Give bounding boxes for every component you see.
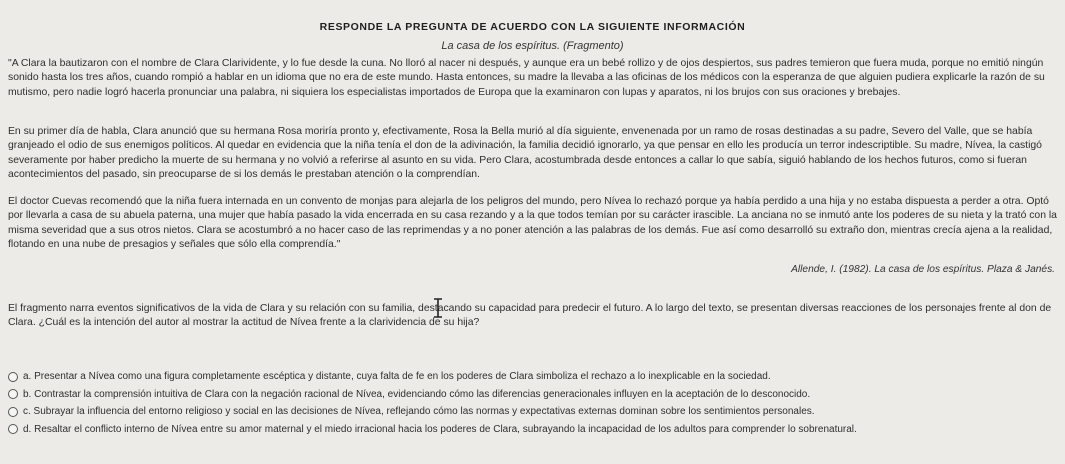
option-a-text: a. Presentar a Nívea como una figura completamente escéptica y distante, cuya falta de fe en los poderes de Clara simboliza el rechazo a lo inexplicable en la sociedad. bbox=[23, 371, 771, 383]
passage-paragraph-1: "A Clara la bautizaron con el nombre de Clara Clarividente, y lo fue desde la cuna. No lloró al nacer ni después, y aunque era un bebé rollizo y de ojos despiertos, sus padres temieron que fuera muda, porque no emitió ningún sonido hasta los tres años, cuando rompió a hablar en un idioma que no era de este mundo. Hasta entonces, su madre la llevaba a las oficinas de los médicos con la esperanza de que alguien pudiera explicarle la razón de su mutismo, pero nadie logró hacerla pronunciar una palabra, ni siquiera los especialistas importados de Europa que la examinaron con lupas y aparatos, ni los brujos con sus oraciones y brebajes. bbox=[8, 58, 1045, 98]
passage-title: La casa de los espíritus. (Fragmento) bbox=[441, 40, 624, 52]
passage-paragraph-2: En su primer día de habla, Clara anunció que su hermana Rosa moriría pronto y, efectivamente, Rosa la Bella murió al día siguiente, envenenada por un ramo de rosas destinadas a su padre, Severo del Valle, que se había granjeado el odio de sus enemigos políticos. Al quedar en evidencia que la niña tenía el don de la adivinación, la familia decidió ignorarlo, ya que pensar en ello les producía un terror indescriptible. Su madre, Nívea, la castigó severamente por haber predicho la muerte de su hermana y no volvió a referirse al asunto en su vida. Pero Clara, acostumbrada desde entonces a callar lo que sabía, siguió hablando de los hechos futuros, como si fueran acontecimientos del pasado, sin preocuparse de si los demás le prestaban atención o la comprendían. bbox=[8, 126, 1042, 180]
option-c[interactable] bbox=[8, 403, 1058, 421]
option-d[interactable] bbox=[8, 421, 1058, 439]
option-c-text: c. Subrayar la influencia del entorno religioso y social en las decisiones de Nívea, reflejando cómo las normas y expectativas externas dominan sobre los sentimientos personales. bbox=[23, 406, 815, 418]
option-b-text: b. Contrastar la comprensión intuitiva de Clara con la negación racional de Nívea, evidenciando cómo las diferencias generacionales influyen en la aceptación de lo desconocido. bbox=[23, 388, 811, 400]
option-a[interactable] bbox=[8, 368, 1058, 386]
page-heading: RESPONDE LA PREGUNTA DE ACUERDO CON LA SIGUIENTE INFORMACIÓN bbox=[319, 21, 746, 33]
citation: Allende, I. (1982). La casa de los espíritus. Plaza & Janés. bbox=[791, 264, 1055, 275]
question-text: El fragmento narra eventos significativos de la vida de Clara y su relación con su familia, destacando su capacidad para predecir el futuro. A lo largo del texto, se presentan diversas reacciones de los personajes frente al don de Clara. ¿Cuál es la intención del autor al mostrar la actitud de Nívea frente a la clarividencia de su hija? bbox=[8, 303, 1052, 329]
passage-paragraph-3: El doctor Cuevas recomendó que la niña fuera internada en un convento de monjas para alejarla de los peligros del mundo, pero Nívea lo rechazó porque ya había perdido a una hija y no estaba dispuesta a perder a otra. Optó por llevarla a casa de su abuela paterna, una mujer que había pasado la vida encerrada en su casa rezando y a la que todos temían por su carácter irascible. La anciana no se inmutó ante los poderes de su nieta y la trató con la misma severidad que a sus otros nietos. Clara se acostumbró a no hacer caso de las reprimendas y a no poner atención a las palabras de los demás. Fue así como desarrolló su extraño don, mientras crecía ajena a la realidad, flotando en una nube de presagios y señales que sólo ella comprendía." bbox=[8, 196, 1057, 250]
radio-a[interactable] bbox=[8, 372, 18, 382]
answer-options bbox=[8, 368, 1058, 438]
radio-b[interactable] bbox=[8, 389, 18, 399]
option-d-text: d. Resaltar el conflicto interno de Nívea entre su amor maternal y el miedo irracional hacia los poderes de Clara, subrayando la incapacidad de los adultos para comprender lo sobrenatural. bbox=[23, 423, 857, 435]
text-cursor-icon bbox=[433, 298, 443, 318]
option-b[interactable] bbox=[8, 386, 1058, 404]
radio-c[interactable] bbox=[8, 407, 18, 417]
radio-d[interactable] bbox=[8, 424, 18, 434]
